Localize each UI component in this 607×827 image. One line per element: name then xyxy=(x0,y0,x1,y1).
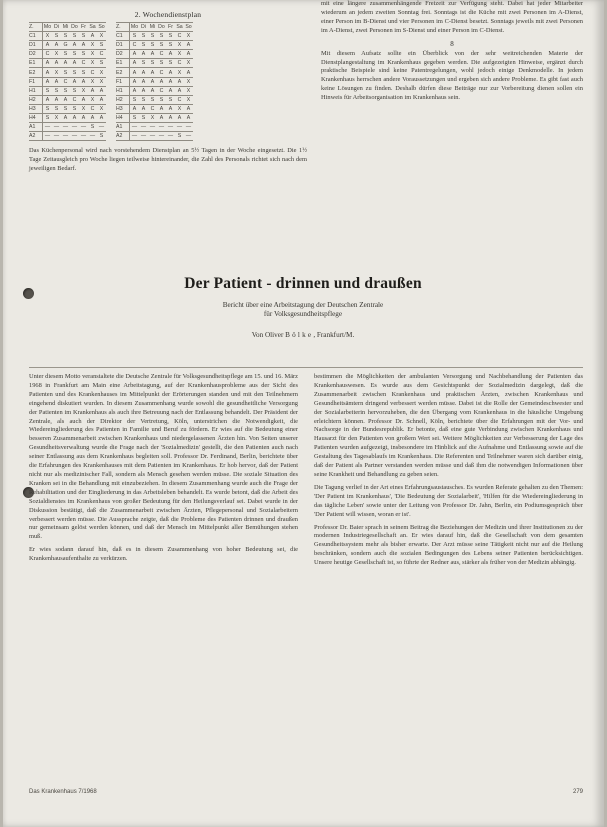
table-cell: X xyxy=(148,113,157,122)
table-row xyxy=(29,41,106,50)
table-cell: S xyxy=(139,41,148,50)
table-cell: A xyxy=(52,59,61,68)
row-label: F1 xyxy=(116,77,130,86)
table-cell: A xyxy=(184,50,193,59)
table-cell: S xyxy=(70,32,79,41)
article-column-right xyxy=(314,373,583,568)
column-header: Di xyxy=(139,23,148,32)
table-cell: S xyxy=(130,113,140,122)
top-right-column xyxy=(321,0,583,103)
table-cell: S xyxy=(43,86,53,95)
table-caption-text: Das Küchenpersonal wird nach vorstehendem Dienstplan an 5½ Tagen in der Woche eingesetzt. Die 1½ Tage Zeitausgleich pro Woche liegen teilweise hintereinander, die Zahl des Personals richtet sich nach dem jeweiligen Bedarf. xyxy=(29,147,307,173)
table-cell: A xyxy=(166,68,175,77)
row-label: A1 xyxy=(116,123,130,132)
table-cell: A xyxy=(130,50,140,59)
table-cell: X xyxy=(88,50,97,59)
table-cell: S xyxy=(79,32,88,41)
table-cell: S xyxy=(61,86,70,95)
table-cell: C xyxy=(79,59,88,68)
table-row xyxy=(29,68,106,77)
table-cell: X xyxy=(52,50,61,59)
article-body xyxy=(29,373,583,568)
table-cell: — xyxy=(89,133,96,140)
table-cell: C xyxy=(88,68,97,77)
table-cell: A xyxy=(157,113,166,122)
table-cell: A xyxy=(130,77,140,86)
article-left-last-paragraph: Er wies sodann darauf hin, daß es in diesem Zusammenhang von hoher Bedeutung sei, die Krankenhausaufenthalte zu verkürzen. xyxy=(29,546,298,563)
column-header: Z. xyxy=(116,23,130,32)
table-row xyxy=(29,59,106,68)
row-label: C1 xyxy=(116,32,130,41)
table-cell: A xyxy=(184,68,193,77)
document-page xyxy=(3,0,604,827)
column-header: So xyxy=(185,24,192,31)
table-header-row xyxy=(29,23,106,32)
row-label: D2 xyxy=(116,50,130,59)
column-header: Fr xyxy=(79,23,88,32)
table-cell: X xyxy=(184,77,193,86)
table-cell: A xyxy=(52,95,61,104)
table-cell: — xyxy=(140,133,147,140)
column-header: Mi xyxy=(149,24,156,31)
column-header: Do xyxy=(71,24,78,31)
table-cell: — xyxy=(149,124,156,131)
table-cell: S xyxy=(157,41,166,50)
table-cell: X xyxy=(79,86,88,95)
table-cell: A xyxy=(130,59,140,68)
table-row xyxy=(29,95,106,104)
table-row xyxy=(29,32,106,41)
table-cell: A xyxy=(175,86,184,95)
row-label: A1 xyxy=(29,123,43,132)
table-cell: S xyxy=(130,95,140,104)
article-subtitle xyxy=(43,301,563,319)
header-divider xyxy=(29,367,583,368)
table-cell: — xyxy=(43,132,53,141)
table-cell: S xyxy=(70,86,79,95)
table-cell: — xyxy=(158,133,165,140)
table-cell: S xyxy=(139,59,148,68)
table-cell: S xyxy=(97,41,106,50)
table-cell: C xyxy=(157,86,166,95)
table-cell: A xyxy=(43,41,53,50)
table-row xyxy=(116,68,193,77)
table-cell: X xyxy=(52,68,61,77)
table-cell: X xyxy=(88,95,97,104)
table-cell: A xyxy=(157,77,166,86)
table-cell: A xyxy=(166,113,175,122)
table-cell: A xyxy=(148,86,157,95)
table-cell: S xyxy=(61,32,70,41)
row-label: E2 xyxy=(116,68,130,77)
table-cell: X xyxy=(88,41,97,50)
top-right-paragraph-2: Mit diesem Aufsatz sollte ein Überblick von der sehr weitreichenden Materie der Dienstplangestaltung im Krankenhaus gegeben werden. Die aufgezeigten Hinweise, ergänzt durch praktische Beispiele sind keine Patentregelungen, wohl jedoch einige Denkmodelle. In jedem Krankenhaus herrschen andere Voraussetzungen und ergeben sich andere Probleme. Es gibt fast auch keine Lösungen zu finden. Deshalb dürfen diese Beiträge nur zur Vorbereitung dienen sollen ein Hinweis für Arbeitsorganisation im Krankenhaus sein. xyxy=(321,49,583,102)
schedule-tables xyxy=(29,22,307,141)
row-label: D1 xyxy=(116,41,130,50)
table-cell: X xyxy=(184,32,193,41)
table-cell: — xyxy=(130,123,140,132)
table-cell: S xyxy=(97,59,106,68)
table-cell: A xyxy=(43,59,53,68)
row-label: H4 xyxy=(29,113,43,122)
table-cell: S xyxy=(148,95,157,104)
column-header: Do xyxy=(158,24,165,31)
table-cell: X xyxy=(79,104,88,113)
table-cell: A xyxy=(166,104,175,113)
table-cell: — xyxy=(130,132,140,141)
table-row xyxy=(116,95,193,104)
column-header: Z. xyxy=(29,23,43,32)
article-left-paragraph: Unter diesem Motto veranstaltete die Deutsche Zentrale für Volksgesundheitspflege am 15. und 16. März 1968 in Frankfurt am Main eine Arbeitstagung, auf der Krankenhausprobleme aus der Sicht des Patienten und des Krankenhauses im Mittelpunkt der Erörterungen standen und mit den Teilnehmern eingehend diskutiert wurden. In diesem Zusammenhang wurde sowohl die gesundheitliche Versorgung der Patienten im Krankenhaus als auch ihre Betreuung nach der Entlassung behandelt. Der Präsident der Zentrale, als auch der Direktor der Vertretung, Köln, unterstrichen die Notwendigkeit, die Wiedereingliederung des Patienten in Familie und Beruf zu fördern. Er wies auf die Bedeutung einer besseren Zusammenarbeit zwischen Krankenhaus und niedergelassenen Ärzten hin. Von Seiten unserer Gesundheitsverwaltung wurde die Frage nach der 'Sozialmedizin' gestellt, die den Patienten auch nach seiner Entlassung aus dem Krankenhaus begleiten soll. Professor Dr. Ferdinand, Berlin, berichtete über die Erfahrungen des Krankenhauses mit dem Patienten im Krankenhaus. Er hob hervor, daß der Patient nicht nur als medizinischer Fall, sondern als Mensch gesehen werden müsse. Die soziale Situation des Kranken sei in die Behandlung mit einzubeziehen. In diesem Zusammenhang wurde auch die Frage der Rehabilitation und der Eingliederung in das Arbeitsleben behandelt. Es wurde betont, daß die Arbeit des Sozialdienstes im Krankenhaus von großer Bedeutung für den Heilungsverlauf sei. Dabei wurde in der Diskussion bestätigt, daß die Zusammenarbeit zwischen Ärzten, Pflegepersonal und Sozialarbeitern verbessert werden müsse. Die Aussprache zeigte, daß die Probleme des Patienten drinnen und draußen nur gemeinsam gelöst werden können, und daß der Mensch im Mittelpunkt aller Bemühungen stehen muß. xyxy=(29,373,298,541)
table-row xyxy=(116,32,193,41)
table-cell: A xyxy=(184,104,193,113)
table-cell: X xyxy=(43,32,53,41)
table-cell: S xyxy=(52,32,61,41)
table-cell: A xyxy=(166,50,175,59)
table-cell: S xyxy=(43,104,53,113)
table-cell: A xyxy=(79,95,88,104)
table-cell: A xyxy=(97,86,106,95)
row-label: F1 xyxy=(29,77,43,86)
row-label: D1 xyxy=(29,41,43,50)
table-row xyxy=(29,104,106,113)
table-cell: A xyxy=(130,104,140,113)
row-label: H3 xyxy=(116,104,130,113)
table-cell: — xyxy=(53,124,60,131)
table-cell: S xyxy=(157,59,166,68)
punch-hole-top xyxy=(23,288,34,299)
row-label: H2 xyxy=(29,95,43,104)
author-suffix: , Frankfurt/M. xyxy=(313,331,355,339)
table-cell: A xyxy=(61,95,70,104)
table-cell: S xyxy=(70,104,79,113)
table-cell: C xyxy=(61,77,70,86)
row-label: E1 xyxy=(116,59,130,68)
page-number: 279 xyxy=(572,789,583,795)
table-cell: A xyxy=(184,113,193,122)
table-cell: S xyxy=(52,104,61,113)
row-label: E2 xyxy=(29,68,43,77)
table-row xyxy=(116,59,193,68)
table-cell: A xyxy=(88,32,97,41)
table-cell: S xyxy=(157,32,166,41)
journal-issue: Das Krankenhaus 7/1968 xyxy=(29,789,97,795)
table-cell: A xyxy=(97,95,106,104)
table-cell: A xyxy=(52,77,61,86)
article-header xyxy=(43,275,563,339)
article-right-paragraph-2: Die Tagung verlief in der Art eines Erfahrungsaustausches. Es wurden Referate gehalten zu den Themen: 'Der Patient im Krankenhaus', 'Die Bedeutung der Sozialarbeit', 'Hilfen für die Wiedereingliederung in das tägliche Leben' sowie unter der Leitung von Professor Dr. Jahn, Berlin, ein Podiumsgespräch über 'Der Patient will wissen, woran er ist'. xyxy=(314,483,583,518)
table-row xyxy=(116,113,193,122)
row-label: H2 xyxy=(116,95,130,104)
table-cell: — xyxy=(62,133,69,140)
column-header: Sa xyxy=(176,24,183,31)
table-cell: — xyxy=(71,133,78,140)
table-cell: S xyxy=(148,59,157,68)
section-number: 8 xyxy=(450,39,454,48)
table-cell: A xyxy=(148,50,157,59)
table-cell: S xyxy=(166,59,175,68)
table-cell: S xyxy=(157,95,166,104)
column-header: Fr xyxy=(166,23,175,32)
table-row xyxy=(116,123,193,132)
table-cell: A xyxy=(157,104,166,113)
article-right-paragraph-3: Professor Dr. Baier sprach in seinem Beitrag die Beziehungen der Medizin und ihrer Institutionen zu der modernen Industriegesellschaft an. Er wies darauf hin, daß die Gesellschaft von dem gesamten Gesundheitssystem mehr als bisher erwarte. Der Arzt müsse seine Tätigkeit nicht nur auf die Heilung beschränken, sondern auch die sozialen Bedingungen des Lebens seiner Patienten berücksichtigen. Unsere heutige Gesellschaft ist, so führte der Redner aus, stärker als früher von der Medizin abhängig. xyxy=(314,523,583,567)
table-cell: S xyxy=(70,50,79,59)
column-header: Mo xyxy=(43,24,52,31)
table-cell: — xyxy=(185,124,192,131)
table-cell: C xyxy=(97,50,106,59)
top-right-paragraph-1: mit eine längere zusammenhängende Freizeit zur Verfügung steht. Dabei hat jeder Mitarbeiter wiederum an jedem zweiten Sonntag frei. Sonntags ist die Küche mit zwei Personen im A-Dienst, einer Person im B-Dienst und vier Personen im C-Dienst besetzt. Sonntags jeweils mit zwei Personen im A-Dienst, zwei Personen im S-Dienst und einer Person im C-Dienst. xyxy=(321,0,583,34)
row-label: A2 xyxy=(29,132,43,141)
table-cell: S xyxy=(139,32,148,41)
table-cell: A xyxy=(139,77,148,86)
table-cell: X xyxy=(184,59,193,68)
table-cell: — xyxy=(140,124,147,131)
table-cell: A xyxy=(43,77,53,86)
schedule-table-right xyxy=(116,22,193,141)
table-title: 2. Wochendienstplan xyxy=(134,10,202,19)
table-cell: A xyxy=(70,113,79,122)
table-cell: — xyxy=(43,123,53,132)
table-row xyxy=(29,123,106,132)
row-label: D2 xyxy=(29,50,43,59)
table-row xyxy=(116,50,193,59)
row-label: H1 xyxy=(116,86,130,95)
column-header: Mo xyxy=(130,24,139,31)
row-label: H1 xyxy=(29,86,43,95)
column-header: Di xyxy=(52,23,61,32)
table-cell: S xyxy=(166,95,175,104)
column-header: So xyxy=(98,24,105,31)
table-cell: C xyxy=(175,32,184,41)
table-cell: S xyxy=(61,104,70,113)
row-label: H3 xyxy=(29,104,43,113)
table-cell: A xyxy=(175,113,184,122)
table-cell: A xyxy=(184,41,193,50)
row-label: C1 xyxy=(29,32,43,41)
table-cell: C xyxy=(175,95,184,104)
table-cell: A xyxy=(79,113,88,122)
table-cell: A xyxy=(148,68,157,77)
table-cell: S xyxy=(148,32,157,41)
table-cell: C xyxy=(157,68,166,77)
table-row xyxy=(116,86,193,95)
article-title: Der Patient - drinnen und draußen xyxy=(184,275,422,292)
table-cell: A xyxy=(88,113,97,122)
table-cell: X xyxy=(175,50,184,59)
table-cell: — xyxy=(185,133,192,140)
table-cell: A xyxy=(139,86,148,95)
table-cell: C xyxy=(43,50,53,59)
table-header-row xyxy=(116,23,193,32)
table-cell: S xyxy=(166,41,175,50)
table-cell: A xyxy=(88,86,97,95)
table-cell: S xyxy=(97,132,106,141)
table-cell: A xyxy=(70,59,79,68)
subtitle-line-1: Bericht über eine Arbeitstagung der Deutschen Zentrale xyxy=(222,301,384,309)
table-cell: — xyxy=(149,133,156,140)
column-header: Mi xyxy=(62,24,69,31)
table-cell: A xyxy=(43,68,53,77)
table-cell: S xyxy=(79,50,88,59)
table-row xyxy=(29,50,106,59)
article-column-left xyxy=(29,373,298,568)
table-cell: X xyxy=(175,68,184,77)
table-cell: S xyxy=(43,113,53,122)
table-cell: S xyxy=(139,95,148,104)
table-cell: S xyxy=(175,132,184,141)
column-header: Sa xyxy=(89,24,96,31)
table-cell: A xyxy=(61,113,70,122)
table-cell: A xyxy=(139,50,148,59)
table-cell: X xyxy=(184,86,193,95)
table-cell: A xyxy=(130,86,140,95)
top-left-column xyxy=(29,10,307,174)
table-cell: — xyxy=(80,133,87,140)
table-cell: A xyxy=(43,95,53,104)
table-cell: X xyxy=(97,104,106,113)
table-cell: S xyxy=(166,32,175,41)
row-label: H4 xyxy=(116,113,130,122)
table-cell: — xyxy=(62,124,69,131)
table-cell: X xyxy=(184,95,193,104)
table-row xyxy=(29,132,106,141)
table-cell: A xyxy=(166,77,175,86)
table-cell: S xyxy=(52,86,61,95)
table-cell: X xyxy=(97,77,106,86)
author-name: Bölke xyxy=(285,331,314,339)
table-cell: C xyxy=(130,41,140,50)
table-row xyxy=(116,104,193,113)
table-cell: — xyxy=(176,124,183,131)
table-cell: — xyxy=(158,124,165,131)
table-cell: X xyxy=(88,59,97,68)
table-cell: A xyxy=(166,86,175,95)
table-cell: S xyxy=(88,123,97,132)
table-cell: C xyxy=(88,104,97,113)
table-cell: — xyxy=(167,133,174,140)
table-row xyxy=(29,77,106,86)
subtitle-line-2: für Volksgesundheitspflege xyxy=(263,310,343,318)
row-label: E1 xyxy=(29,59,43,68)
table-cell: S xyxy=(70,68,79,77)
table-cell: — xyxy=(71,124,78,131)
table-cell: — xyxy=(53,133,60,140)
table-cell: G xyxy=(61,41,70,50)
table-cell: A xyxy=(130,68,140,77)
table-cell: A xyxy=(148,77,157,86)
table-cell: S xyxy=(148,41,157,50)
table-cell: X xyxy=(175,41,184,50)
table-row xyxy=(116,77,193,86)
table-cell: S xyxy=(130,32,140,41)
table-cell: X xyxy=(52,113,61,122)
table-cell: A xyxy=(70,41,79,50)
table-cell: C xyxy=(148,104,157,113)
table-cell: C xyxy=(157,50,166,59)
table-row xyxy=(29,113,106,122)
table-cell: A xyxy=(175,77,184,86)
table-cell: C xyxy=(70,95,79,104)
table-cell: A xyxy=(139,68,148,77)
schedule-table-left xyxy=(29,22,106,141)
table-row xyxy=(116,41,193,50)
article-right-paragraph-1: bestimmen die Möglichkeiten der ambulanten Versorgung und Nachbehandlung der Patienten das Krankenhauswesen. Es wurde aus dem Gesichtspunkt der Sozialmedizin dargelegt, daß die Zusammenarbeit zwischen Krankenhaus und praktischen Ärzten, zwischen Krankenhaus und Gesundheitsämtern dringend verbessert werden müsse. Dabei ist die Rolle der Gemeindeschwester und der Sozialarbeiterin hervorzuheben, die den Übergang vom Krankenhaus in die häusliche Umgebung erleichtern können. Professor Dr. Schnell, Köln, berichtete über die Erfahrungen mit der Vor- und Nachsorge in der Bundesrepublik. Er betonte, daß eine gute Verbindung zwischen Krankenhaus und Hausarzt für den Patienten von großem Wert sei. Weitere Möglichkeiten zur Verbesserung der Lage des Patienten wurden aufgezeigt, insbesondere im Hinblick auf die Aufnahme und Entlassung sowie auf die Gestaltung des Tagesablaufs im Krankenhaus. Die Referenten und Teilnehmer waren sich darüber einig, daß der Patient als Partner verstanden werden müsse und daß ihm die notwendigen Informationen über seine Krankheit und Behandlung zu geben seien. xyxy=(314,373,583,478)
table-cell: A xyxy=(139,104,148,113)
table-cell: A xyxy=(97,113,106,122)
table-cell: — xyxy=(167,124,174,131)
table-cell: S xyxy=(139,113,148,122)
table-cell: A xyxy=(52,41,61,50)
table-cell: A xyxy=(70,77,79,86)
row-label: A2 xyxy=(116,132,130,141)
table-cell: A xyxy=(79,77,88,86)
table-cell: A xyxy=(79,41,88,50)
table-cell: — xyxy=(98,124,105,131)
table-cell: X xyxy=(88,77,97,86)
table-cell: S xyxy=(61,68,70,77)
table-row xyxy=(29,86,106,95)
table-cell: S xyxy=(79,68,88,77)
table-cell: A xyxy=(61,59,70,68)
author-prefix: Von Oliver xyxy=(251,331,284,339)
table-cell: X xyxy=(97,68,106,77)
table-cell: — xyxy=(80,124,87,131)
table-cell: X xyxy=(175,104,184,113)
article-author xyxy=(43,331,563,339)
table-cell: X xyxy=(97,32,106,41)
table-row xyxy=(116,132,193,141)
table-cell: S xyxy=(61,50,70,59)
table-cell: C xyxy=(175,59,184,68)
